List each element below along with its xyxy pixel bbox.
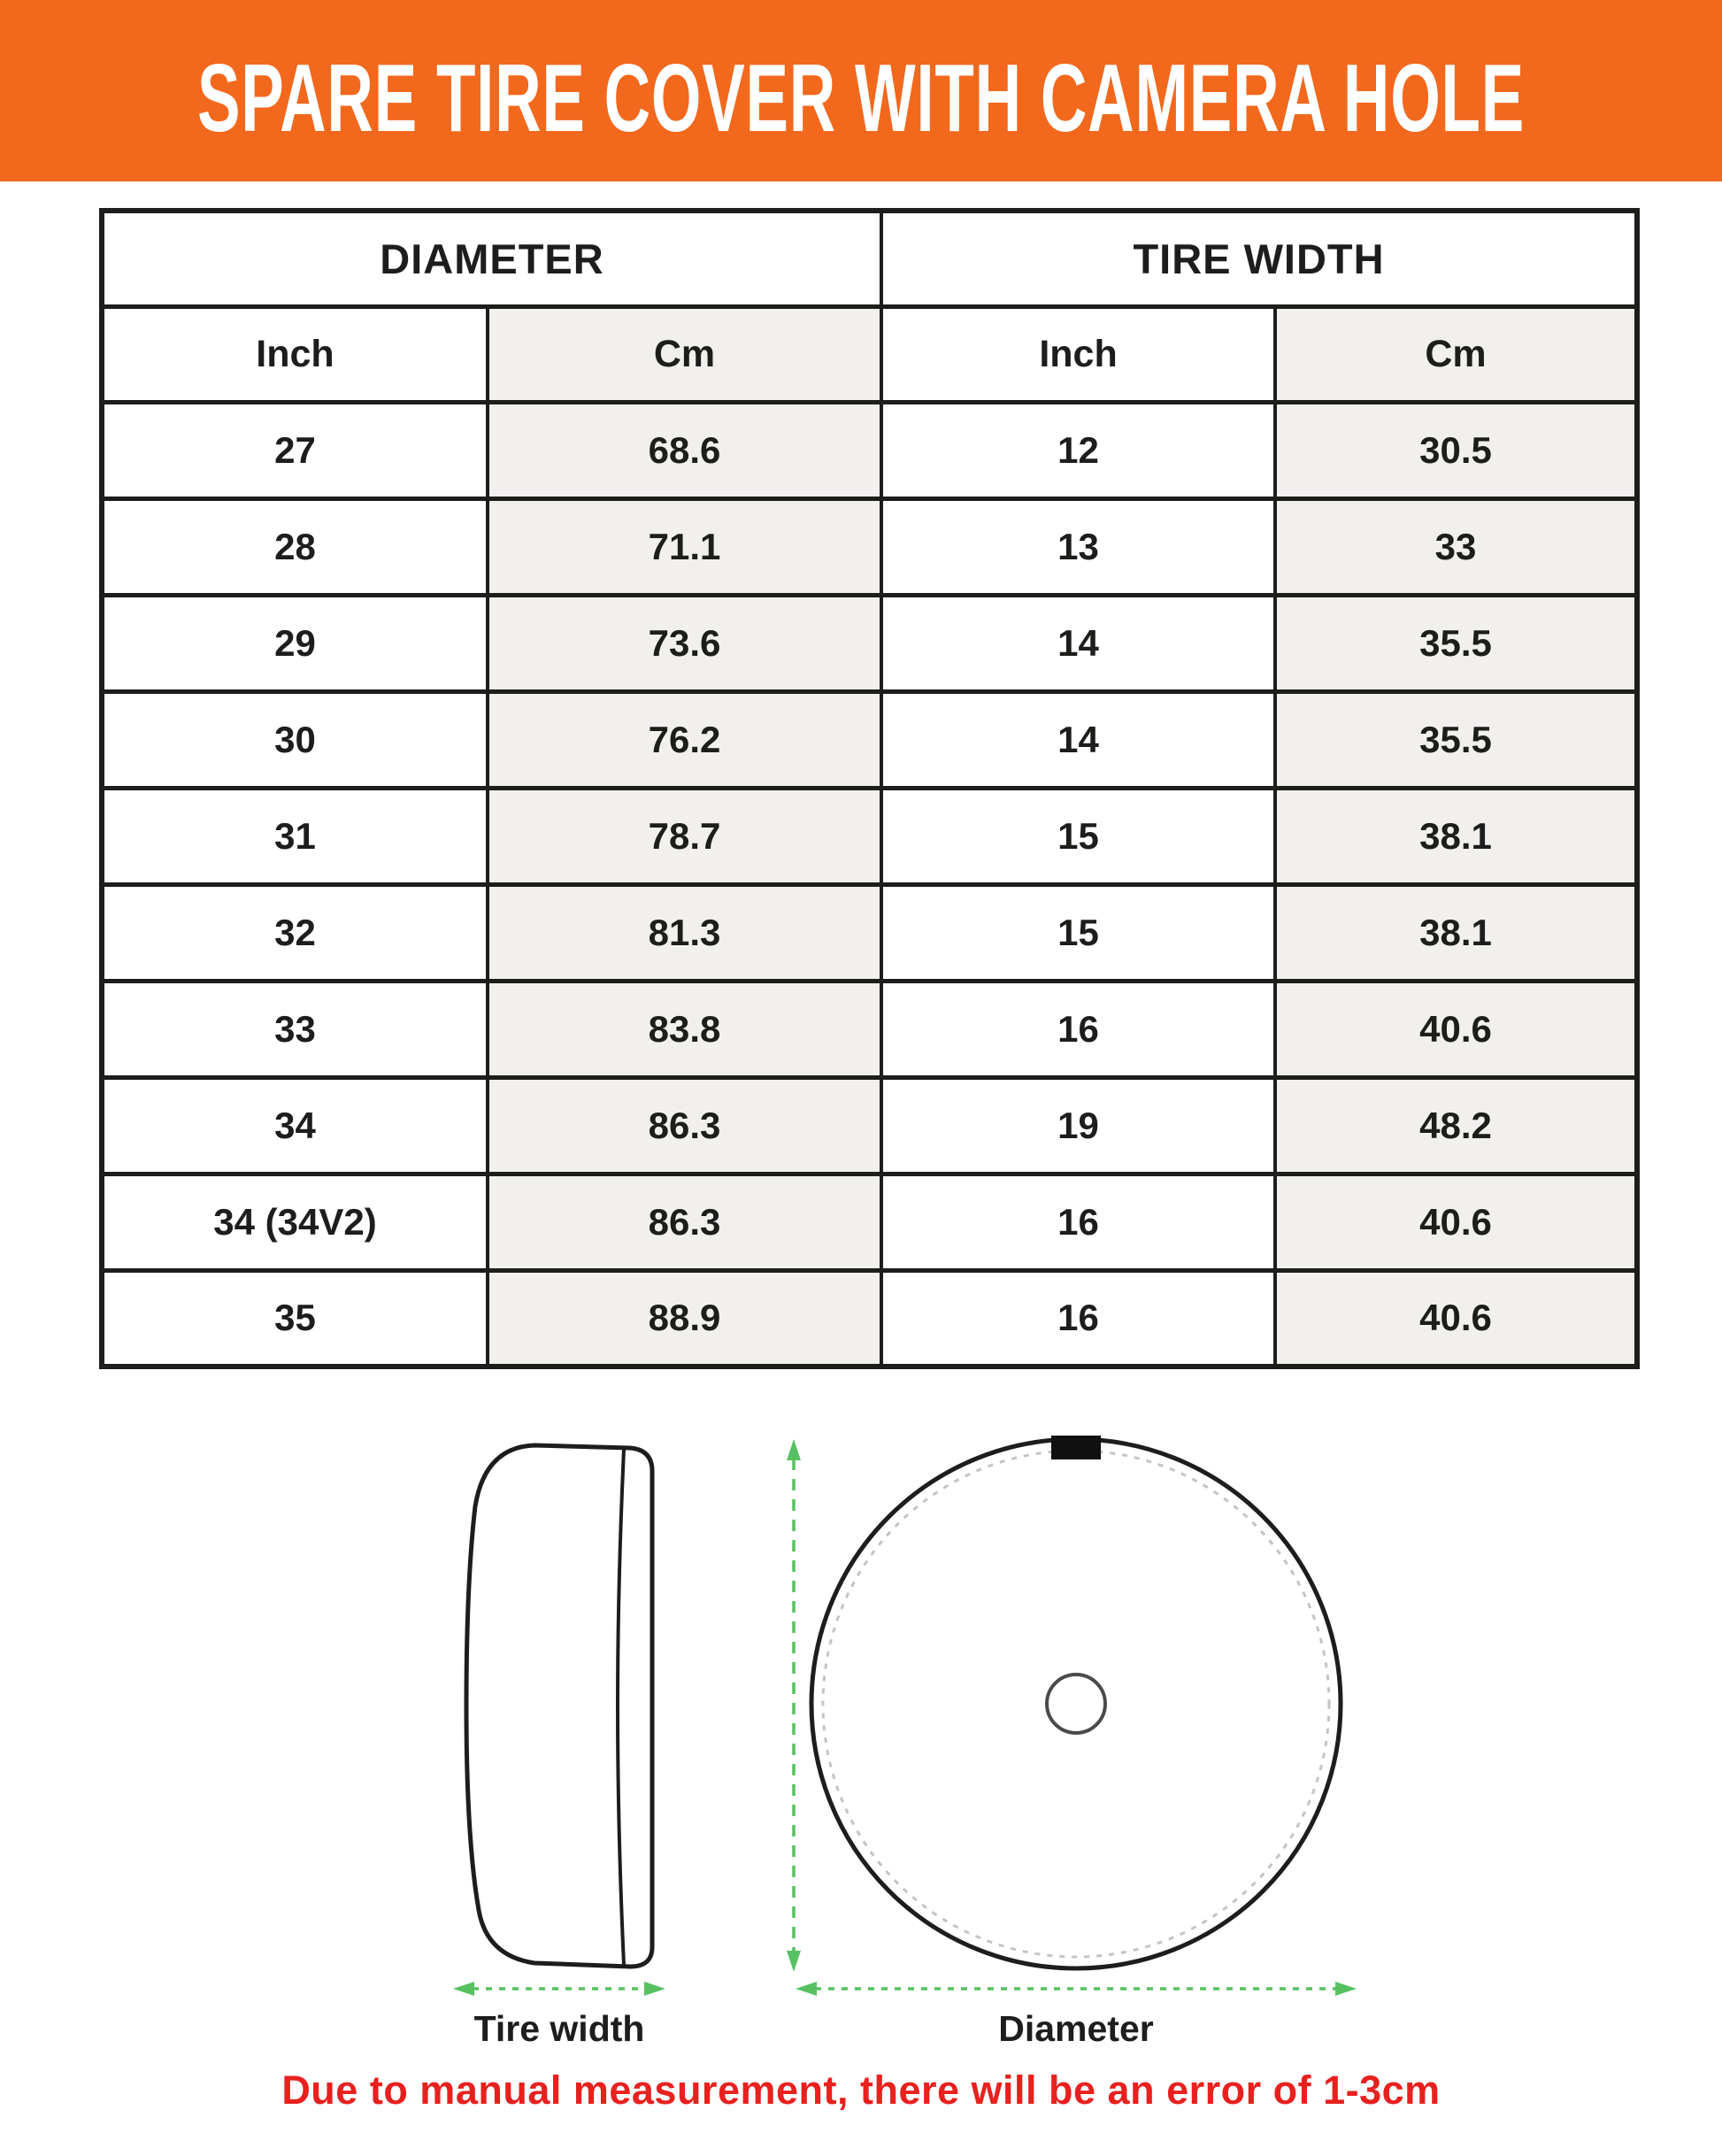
table-cell: 35.5 [1275, 595, 1637, 691]
side-view-tire [466, 1445, 652, 1967]
arrow-left-icon [453, 1982, 474, 1996]
table-cell: 34 [102, 1077, 488, 1174]
table-row [102, 981, 1637, 1077]
table-row [102, 402, 1637, 498]
table-row [102, 1174, 1637, 1270]
title-banner [0, 0, 1722, 181]
arrow-down-icon [787, 1951, 801, 1972]
table-cell: 28 [102, 498, 488, 595]
table-cell: 27 [102, 402, 488, 498]
table-cell: 33 [102, 981, 488, 1077]
table-cell: 35.5 [1275, 691, 1637, 788]
camera-hole [1047, 1675, 1105, 1733]
table-cell: 32 [102, 884, 488, 981]
arrow-up-icon [787, 1439, 801, 1460]
table-cell: 15 [881, 788, 1275, 884]
table-cell: 48.2 [1275, 1077, 1637, 1174]
table-cell: 86.3 [488, 1077, 881, 1174]
table-cell: 38.1 [1275, 884, 1637, 981]
sub-header-row [102, 306, 1637, 402]
table-row [102, 691, 1637, 788]
group-header-diameter: DIAMETER [102, 211, 881, 306]
table-cell: 12 [881, 402, 1275, 498]
table-cell: 16 [881, 1174, 1275, 1270]
table-cell: 86.3 [488, 1174, 881, 1270]
table-cell: 14 [881, 691, 1275, 788]
table-row [102, 595, 1637, 691]
table-cell: 16 [881, 981, 1275, 1077]
subheader-inch-tire-width: Inch [881, 306, 1275, 402]
table-cell: 40.6 [1275, 1270, 1637, 1367]
table-cell: 16 [881, 1270, 1275, 1367]
table-cell: 81.3 [488, 884, 881, 981]
table-cell: 15 [881, 884, 1275, 981]
table-cell: 76.2 [488, 691, 881, 788]
table-cell: 68.6 [488, 402, 881, 498]
arrow-right-icon [644, 1982, 665, 1996]
table-row [102, 788, 1637, 884]
tire-width-label: Tire width [473, 2008, 645, 2049]
table-cell: 13 [881, 498, 1275, 595]
table-row [102, 1270, 1637, 1367]
table-row [102, 498, 1637, 595]
table-cell: 30.5 [1275, 402, 1637, 498]
table-cell: 88.9 [488, 1270, 881, 1367]
table-cell: 73.6 [488, 595, 881, 691]
arrow-right-icon [1335, 1982, 1357, 1996]
page-title: SPARE TIRE COVER WITH CAMERA HOLE [197, 42, 1525, 151]
table-cell: 35 [102, 1270, 488, 1367]
table-cell: 40.6 [1275, 1174, 1637, 1270]
table-row [102, 1077, 1637, 1174]
subheader-cm-tire-width: Cm [1275, 306, 1637, 402]
table-row [102, 884, 1637, 981]
table-cell: 83.8 [488, 981, 881, 1077]
tire-diagram [0, 1416, 1722, 2053]
table-cell: 34 (34V2) [102, 1174, 488, 1270]
table-cell: 19 [881, 1077, 1275, 1174]
measurement-note: Due to manual measurement, there will be an error of 1-3cm [281, 2067, 1441, 2113]
table-cell: 30 [102, 691, 488, 788]
table-cell: 14 [881, 595, 1275, 691]
size-table-body [102, 402, 1637, 1367]
table-cell: 31 [102, 788, 488, 884]
subheader-cm-diameter: Cm [488, 306, 881, 402]
group-header-row [102, 211, 1637, 306]
table-cell: 78.7 [488, 788, 881, 884]
size-table [99, 208, 1640, 1369]
table-cell: 71.1 [488, 498, 881, 595]
table-cell: 40.6 [1275, 981, 1637, 1077]
diameter-label: Diameter [998, 2008, 1154, 2049]
table-cell: 29 [102, 595, 488, 691]
valve-marker [1051, 1436, 1101, 1459]
size-table-wrap [99, 208, 1634, 1369]
table-cell: 33 [1275, 498, 1637, 595]
table-cell: 38.1 [1275, 788, 1637, 884]
group-header-tire-width: TIRE WIDTH [881, 211, 1637, 306]
arrow-left-icon [796, 1982, 817, 1996]
subheader-inch-diameter: Inch [102, 306, 488, 402]
